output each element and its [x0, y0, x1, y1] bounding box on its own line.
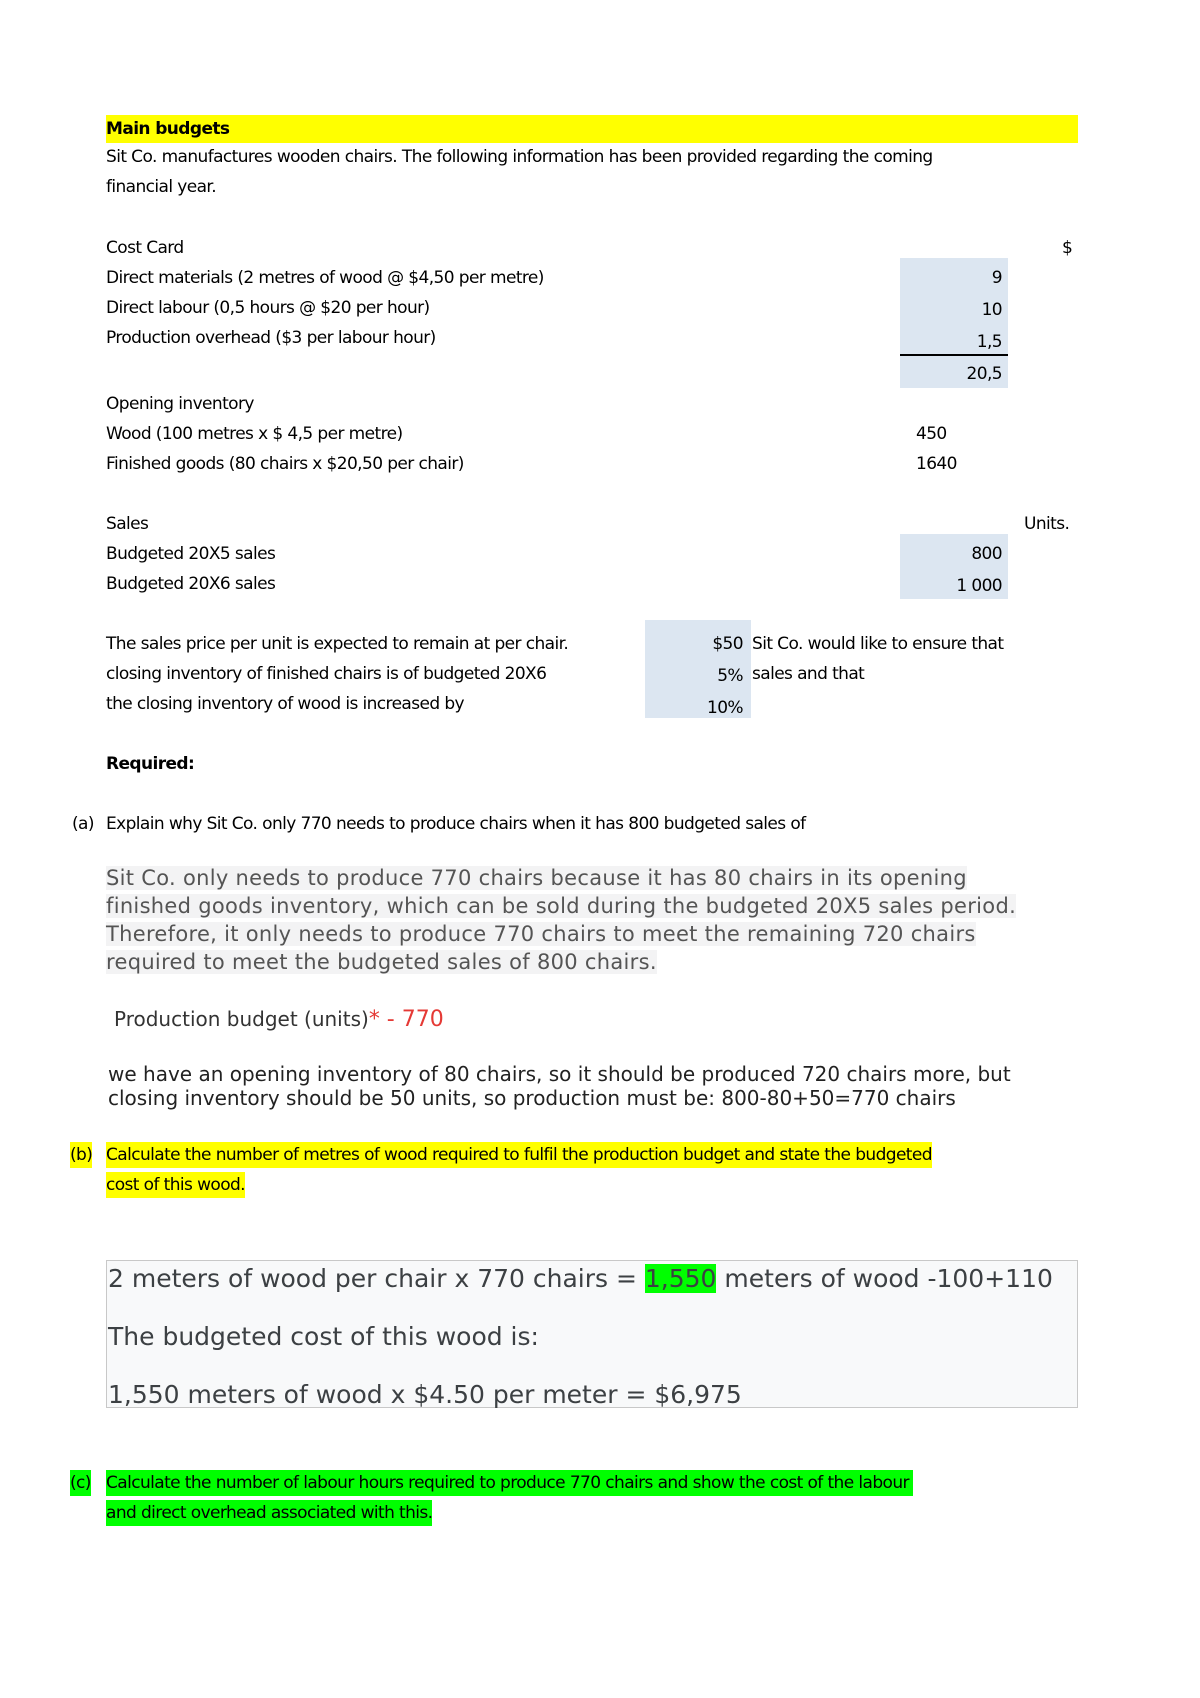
cost-total: 20,5: [966, 364, 1002, 384]
assumption-right: Sit Co. would like to ensure that: [752, 634, 1004, 654]
sales-heading: Sales: [106, 514, 149, 534]
cost-row-value: 10: [981, 300, 1002, 320]
assumption-line: the closing inventory of wood is increased by: [106, 694, 465, 714]
cost-row-label: Direct materials (2 metres of wood @ $4,50 per metre): [106, 268, 544, 288]
answer-a-line: finished goods inventory, which can be sold during the budgeted 20X5 sales period.: [106, 894, 1017, 918]
question-a-label: (a): [72, 814, 94, 834]
assumption-line: The sales price per unit is expected to remain at per chair.: [106, 634, 569, 654]
required-heading: Required:: [106, 754, 195, 774]
cost-row-label: Production overhead ($3 per labour hour): [106, 328, 436, 348]
production-budget-label: Production budget (units): [114, 1007, 369, 1031]
wood-metres-highlight: 1,550: [644, 1264, 717, 1293]
question-b-text: Calculate the number of metres of wood required to fulfil the production budget and state the budgeted: [106, 1142, 932, 1168]
question-a-text: Explain why Sit Co. only 770 needs to produce chairs when it has 800 budgeted sales of: [106, 814, 806, 834]
answer-a-note: we have an opening inventory of 80 chairs, so it should be produced 720 chairs more, but: [108, 1062, 1011, 1086]
sales-price-value: $50: [712, 634, 743, 654]
units-label: Units.: [1024, 514, 1070, 534]
answer-b-line: The budgeted cost of this wood is:: [108, 1322, 539, 1351]
inventory-row-value: 450: [916, 424, 947, 444]
sales-row-label: Budgeted 20X5 sales: [106, 544, 276, 564]
wood-increase-percent: 10%: [707, 698, 743, 718]
production-budget-line: [114, 1007, 444, 1032]
page-title: Main budgets: [106, 119, 230, 139]
cost-row-value: 9: [991, 268, 1002, 288]
answer-b-line: 1,550 meters of wood x $4.50 per meter = $6,975: [108, 1380, 742, 1409]
question-b-label: (b): [70, 1142, 92, 1168]
sales-row-value: 1 000: [956, 576, 1002, 596]
closing-fg-percent: 5%: [717, 666, 743, 686]
cost-card-heading: Cost Card: [106, 238, 184, 258]
intro-line-1: Sit Co. manufactures wooden chairs. The following information has been provided regarding the coming: [106, 147, 933, 167]
assumption-right: sales and that: [752, 664, 865, 684]
inventory-row-label: Wood (100 metres x $ 4,5 per metre): [106, 424, 403, 444]
title-banner: [106, 115, 1078, 143]
currency-label: $: [1062, 238, 1073, 258]
intro-line-2: financial year.: [106, 177, 217, 197]
cost-row-label: Direct labour (0,5 hours @ $20 per hour): [106, 298, 430, 318]
answer-b-line: 2 meters of wood per chair x 770 chairs = 1,550 meters of wood -100+110: [108, 1264, 1053, 1293]
cost-row-value: 1,5: [976, 332, 1002, 352]
question-c-text: Calculate the number of labour hours required to produce 770 chairs and show the cost of the labour: [106, 1470, 913, 1496]
sales-row-label: Budgeted 20X6 sales: [106, 574, 276, 594]
question-c-text: and direct overhead associated with this.: [106, 1500, 432, 1526]
question-b-text: cost of this wood.: [106, 1172, 245, 1198]
answer-a-line: required to meet the budgeted sales of 800 chairs.: [106, 950, 657, 974]
answer-a-line: Therefore, it only needs to produce 770 chairs to meet the remaining 720 chairs: [106, 922, 976, 946]
answer-a-line: Sit Co. only needs to produce 770 chairs because it has 80 chairs in its opening: [106, 866, 967, 890]
question-c-label: (c): [70, 1470, 91, 1496]
sales-row-value: 800: [971, 544, 1002, 564]
inventory-row-value: 1640: [916, 454, 957, 474]
answer-a-note: closing inventory should be 50 units, so production must be: 800-80+50=770 chairs: [108, 1086, 956, 1110]
subtotal-rule: [900, 354, 1008, 356]
inventory-row-label: Finished goods (80 chairs x $20,50 per chair): [106, 454, 464, 474]
opening-inventory-heading: Opening inventory: [106, 394, 254, 414]
assumption-line: closing inventory of finished chairs is of budgeted 20X6: [106, 664, 547, 684]
production-budget-value: * - 770: [368, 1007, 444, 1032]
